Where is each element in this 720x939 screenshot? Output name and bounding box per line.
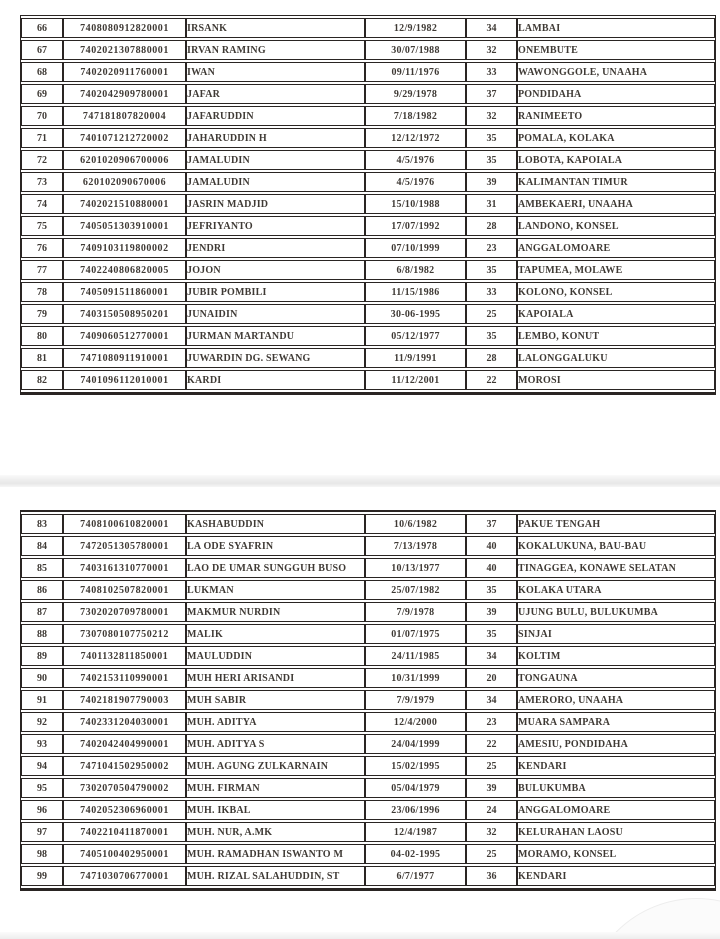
row-number-cell: 70	[21, 106, 63, 126]
location-cell: LOBOTA, KAPOIALA	[517, 150, 715, 170]
name-cell: JURMAN MARTANDU	[186, 326, 365, 346]
table-row	[21, 646, 715, 666]
table-row	[21, 514, 715, 534]
row-number-cell: 89	[21, 646, 63, 666]
table-row	[21, 282, 715, 302]
location-cell: PONDIDAHA	[517, 84, 715, 104]
age-cell: 28	[466, 348, 517, 368]
age-cell: 24	[466, 800, 517, 820]
birthdate-cell: 15/10/1988	[365, 194, 466, 214]
location-cell: BULUKUMBA	[517, 778, 715, 798]
row-number-cell: 77	[21, 260, 63, 280]
table-row	[21, 260, 715, 280]
row-number-cell: 98	[21, 844, 63, 864]
birthdate-cell: 4/5/1976	[365, 150, 466, 170]
birthdate-cell: 12/4/1987	[365, 822, 466, 842]
age-cell: 36	[466, 866, 517, 886]
age-cell: 34	[466, 646, 517, 666]
nik-cell: 7408100610820001	[63, 514, 186, 534]
location-cell: MOROSI	[517, 370, 715, 390]
table-row	[21, 536, 715, 556]
name-cell: MUH. IKBAL	[186, 800, 365, 820]
location-cell: AMBEKAERI, UNAAHA	[517, 194, 715, 214]
nik-cell: 7471041502950002	[63, 756, 186, 776]
location-cell: ANGGALOMOARE	[517, 238, 715, 258]
nik-cell: 7402021307880001	[63, 40, 186, 60]
birthdate-cell: 7/9/1978	[365, 602, 466, 622]
row-number-cell: 74	[21, 194, 63, 214]
location-cell: LEMBO, KONUT	[517, 326, 715, 346]
nik-cell: 7472051305780001	[63, 536, 186, 556]
table-row	[21, 194, 715, 214]
age-cell: 37	[466, 514, 517, 534]
location-cell: MUARA SAMPARA	[517, 712, 715, 732]
nik-cell: 7408102507820001	[63, 580, 186, 600]
name-cell: LAO DE UMAR SUNGGUH BUSO	[186, 558, 365, 578]
birthdate-cell: 11/12/2001	[365, 370, 466, 390]
row-number-cell: 73	[21, 172, 63, 192]
table-row	[21, 602, 715, 622]
nik-cell: 7402042404990001	[63, 734, 186, 754]
row-number-cell: 76	[21, 238, 63, 258]
table-row	[21, 40, 715, 60]
location-cell: AMESIU, PONDIDAHA	[517, 734, 715, 754]
row-number-cell: 80	[21, 326, 63, 346]
row-number-cell: 78	[21, 282, 63, 302]
birthdate-cell: 23/06/1996	[365, 800, 466, 820]
location-cell: KENDARI	[517, 866, 715, 886]
name-cell: JENDRI	[186, 238, 365, 258]
nik-cell: 7408080912820001	[63, 18, 186, 38]
table-row	[21, 822, 715, 842]
birthdate-cell: 6/8/1982	[365, 260, 466, 280]
name-cell: IWAN	[186, 62, 365, 82]
birthdate-cell: 30-06-1995	[365, 304, 466, 324]
page-separator-bottom	[0, 932, 720, 939]
name-cell: MALIK	[186, 624, 365, 644]
age-cell: 25	[466, 844, 517, 864]
row-number-cell: 85	[21, 558, 63, 578]
age-cell: 35	[466, 150, 517, 170]
location-cell: KAPOIALA	[517, 304, 715, 324]
birthdate-cell: 25/07/1982	[365, 580, 466, 600]
nik-cell: 7402181907790003	[63, 690, 186, 710]
row-number-cell: 99	[21, 866, 63, 886]
row-number-cell: 79	[21, 304, 63, 324]
table-row	[21, 844, 715, 864]
location-cell: KENDARI	[517, 756, 715, 776]
nik-cell: 7402331204030001	[63, 712, 186, 732]
age-cell: 23	[466, 238, 517, 258]
nik-cell: 7401071212720002	[63, 128, 186, 148]
location-cell: KOLONO, KONSEL	[517, 282, 715, 302]
name-cell: LUKMAN	[186, 580, 365, 600]
name-cell: IRSANK	[186, 18, 365, 38]
birthdate-cell: 12/4/2000	[365, 712, 466, 732]
birthdate-cell: 7/13/1978	[365, 536, 466, 556]
nik-cell: 7402042909780001	[63, 84, 186, 104]
age-cell: 35	[466, 624, 517, 644]
row-number-cell: 72	[21, 150, 63, 170]
nik-cell: 747181807820004	[63, 106, 186, 126]
table-row	[21, 216, 715, 236]
table-row	[21, 106, 715, 126]
location-cell: SINJAI	[517, 624, 715, 644]
nik-cell: 7471030706770001	[63, 866, 186, 886]
row-number-cell: 87	[21, 602, 63, 622]
location-cell: PAKUE TENGAH	[517, 514, 715, 534]
nik-cell: 7307080107750212	[63, 624, 186, 644]
nik-cell: 7402240806820005	[63, 260, 186, 280]
page-separator	[0, 475, 720, 487]
nik-cell: 7402021510880001	[63, 194, 186, 214]
name-cell: JASRIN MADJID	[186, 194, 365, 214]
row-number-cell: 88	[21, 624, 63, 644]
table-row	[21, 800, 715, 820]
table-row	[21, 558, 715, 578]
location-cell: KALIMANTAN TIMUR	[517, 172, 715, 192]
birthdate-cell: 24/04/1999	[365, 734, 466, 754]
birthdate-cell: 30/07/1988	[365, 40, 466, 60]
table-row	[21, 756, 715, 776]
name-cell: MAULUDDIN	[186, 646, 365, 666]
location-cell: POMALA, KOLAKA	[517, 128, 715, 148]
name-cell: JAFARUDDIN	[186, 106, 365, 126]
age-cell: 39	[466, 778, 517, 798]
row-number-cell: 96	[21, 800, 63, 820]
age-cell: 31	[466, 194, 517, 214]
nik-cell: 7403150508950201	[63, 304, 186, 324]
nik-cell: 7405051303910001	[63, 216, 186, 236]
row-number-cell: 69	[21, 84, 63, 104]
birthdate-cell: 9/29/1978	[365, 84, 466, 104]
age-cell: 40	[466, 558, 517, 578]
birthdate-cell: 05/04/1979	[365, 778, 466, 798]
age-cell: 35	[466, 128, 517, 148]
location-cell: RANIMEETO	[517, 106, 715, 126]
birthdate-cell: 7/18/1982	[365, 106, 466, 126]
table-row	[21, 668, 715, 688]
age-cell: 40	[466, 536, 517, 556]
age-cell: 34	[466, 690, 517, 710]
table-row	[21, 580, 715, 600]
page-2	[0, 487, 720, 932]
table-row	[21, 128, 715, 148]
age-cell: 35	[466, 326, 517, 346]
table-row	[21, 624, 715, 644]
row-number-cell: 93	[21, 734, 63, 754]
table-row	[21, 62, 715, 82]
birthdate-cell: 6/7/1977	[365, 866, 466, 886]
location-cell: ONEMBUTE	[517, 40, 715, 60]
age-cell: 32	[466, 106, 517, 126]
table-row	[21, 18, 715, 38]
age-cell: 32	[466, 822, 517, 842]
birthdate-cell: 04-02-1995	[365, 844, 466, 864]
birthdate-cell: 12/12/1972	[365, 128, 466, 148]
age-cell: 39	[466, 172, 517, 192]
nik-cell: 7409103119800002	[63, 238, 186, 258]
name-cell: IRVAN RAMING	[186, 40, 365, 60]
row-number-cell: 97	[21, 822, 63, 842]
name-cell: MUH. RIZAL SALAHUDDIN, ST	[186, 866, 365, 886]
location-cell: MORAMO, KONSEL	[517, 844, 715, 864]
roster-table-page-1	[20, 15, 716, 395]
nik-cell: 7405091511860001	[63, 282, 186, 302]
nik-cell: 7403161310770001	[63, 558, 186, 578]
age-cell: 33	[466, 282, 517, 302]
row-number-cell: 86	[21, 580, 63, 600]
location-cell: LAMBAI	[517, 18, 715, 38]
row-number-cell: 95	[21, 778, 63, 798]
location-cell: UJUNG BULU, BULUKUMBA	[517, 602, 715, 622]
table-row	[21, 238, 715, 258]
row-number-cell: 67	[21, 40, 63, 60]
location-cell: TINAGGEA, KONAWE SELATAN	[517, 558, 715, 578]
name-cell: JAMALUDIN	[186, 172, 365, 192]
name-cell: JUNAIDIN	[186, 304, 365, 324]
nik-cell: 620102090670006	[63, 172, 186, 192]
nik-cell: 7471080911910001	[63, 348, 186, 368]
nik-cell: 7409060512770001	[63, 326, 186, 346]
birthdate-cell: 10/6/1982	[365, 514, 466, 534]
name-cell: JAMALUDIN	[186, 150, 365, 170]
location-cell: LALONGGALUKU	[517, 348, 715, 368]
name-cell: KASHABUDDIN	[186, 514, 365, 534]
row-number-cell: 83	[21, 514, 63, 534]
name-cell: LA ODE SYAFRIN	[186, 536, 365, 556]
location-cell: ANGGALOMOARE	[517, 800, 715, 820]
table-row	[21, 370, 715, 390]
location-cell: AMERORO, UNAAHA	[517, 690, 715, 710]
row-number-cell: 66	[21, 18, 63, 38]
name-cell: KARDI	[186, 370, 365, 390]
location-cell: KELURAHAN LAOSU	[517, 822, 715, 842]
birthdate-cell: 11/9/1991	[365, 348, 466, 368]
birthdate-cell: 10/13/1977	[365, 558, 466, 578]
birthdate-cell: 7/9/1979	[365, 690, 466, 710]
location-cell: TONGAUNA	[517, 668, 715, 688]
row-number-cell: 94	[21, 756, 63, 776]
row-number-cell: 92	[21, 712, 63, 732]
name-cell: MUH. NUR, A.MK	[186, 822, 365, 842]
table-row	[21, 348, 715, 368]
age-cell: 35	[466, 580, 517, 600]
location-cell: KOKALUKUNA, BAU-BAU	[517, 536, 715, 556]
name-cell: JOJON	[186, 260, 365, 280]
nik-cell: 7402210411870001	[63, 822, 186, 842]
name-cell: MUH. ADITYA S	[186, 734, 365, 754]
location-cell: KOLTIM	[517, 646, 715, 666]
nik-cell: 7302020709780001	[63, 602, 186, 622]
birthdate-cell: 12/9/1982	[365, 18, 466, 38]
row-number-cell: 82	[21, 370, 63, 390]
birthdate-cell: 10/31/1999	[365, 668, 466, 688]
row-number-cell: 68	[21, 62, 63, 82]
table-row	[21, 326, 715, 346]
age-cell: 22	[466, 734, 517, 754]
nik-cell: 7402052306960001	[63, 800, 186, 820]
birthdate-cell: 11/15/1986	[365, 282, 466, 302]
age-cell: 20	[466, 668, 517, 688]
nik-cell: 7401096112010001	[63, 370, 186, 390]
table-row	[21, 172, 715, 192]
age-cell: 32	[466, 40, 517, 60]
table-row	[21, 150, 715, 170]
row-number-cell: 71	[21, 128, 63, 148]
age-cell: 37	[466, 84, 517, 104]
roster-table-page-2	[20, 510, 716, 891]
table-row	[21, 712, 715, 732]
table-row	[21, 866, 715, 886]
nik-cell: 7402020911760001	[63, 62, 186, 82]
name-cell: MUH. AGUNG ZULKARNAIN	[186, 756, 365, 776]
name-cell: JAHARUDDIN H	[186, 128, 365, 148]
name-cell: MUH. RAMADHAN ISWANTO M	[186, 844, 365, 864]
name-cell: JUBIR POMBILI	[186, 282, 365, 302]
table-row	[21, 84, 715, 104]
table-row	[21, 304, 715, 324]
birthdate-cell: 15/02/1995	[365, 756, 466, 776]
birthdate-cell: 07/10/1999	[365, 238, 466, 258]
birthdate-cell: 24/11/1985	[365, 646, 466, 666]
location-cell: WAWONGGOLE, UNAAHA	[517, 62, 715, 82]
name-cell: MUH. FIRMAN	[186, 778, 365, 798]
table-row	[21, 778, 715, 798]
row-number-cell: 75	[21, 216, 63, 236]
age-cell: 35	[466, 260, 517, 280]
age-cell: 39	[466, 602, 517, 622]
location-cell: TAPUMEA, MOLAWE	[517, 260, 715, 280]
location-cell: LANDONO, KONSEL	[517, 216, 715, 236]
age-cell: 28	[466, 216, 517, 236]
name-cell: JUWARDIN DG. SEWANG	[186, 348, 365, 368]
row-number-cell: 84	[21, 536, 63, 556]
row-number-cell: 90	[21, 668, 63, 688]
age-cell: 33	[466, 62, 517, 82]
birthdate-cell: 09/11/1976	[365, 62, 466, 82]
table-row	[21, 734, 715, 754]
birthdate-cell: 17/07/1992	[365, 216, 466, 236]
name-cell: JEFRIYANTO	[186, 216, 365, 236]
age-cell: 22	[466, 370, 517, 390]
age-cell: 25	[466, 756, 517, 776]
age-cell: 34	[466, 18, 517, 38]
name-cell: MAKMUR NURDIN	[186, 602, 365, 622]
birthdate-cell: 4/5/1976	[365, 172, 466, 192]
birthdate-cell: 01/07/1975	[365, 624, 466, 644]
age-cell: 25	[466, 304, 517, 324]
name-cell: JAFAR	[186, 84, 365, 104]
location-cell: KOLAKA UTARA	[517, 580, 715, 600]
row-number-cell: 91	[21, 690, 63, 710]
nik-cell: 7302070504790002	[63, 778, 186, 798]
nik-cell: 6201020906700006	[63, 150, 186, 170]
nik-cell: 7405100402950001	[63, 844, 186, 864]
name-cell: MUH. ADITYA	[186, 712, 365, 732]
nik-cell: 7402153110990001	[63, 668, 186, 688]
name-cell: MUH SABIR	[186, 690, 365, 710]
nik-cell: 7401132811850001	[63, 646, 186, 666]
birthdate-cell: 05/12/1977	[365, 326, 466, 346]
table-row	[21, 690, 715, 710]
row-number-cell: 81	[21, 348, 63, 368]
name-cell: MUH HERI ARISANDI	[186, 668, 365, 688]
age-cell: 23	[466, 712, 517, 732]
